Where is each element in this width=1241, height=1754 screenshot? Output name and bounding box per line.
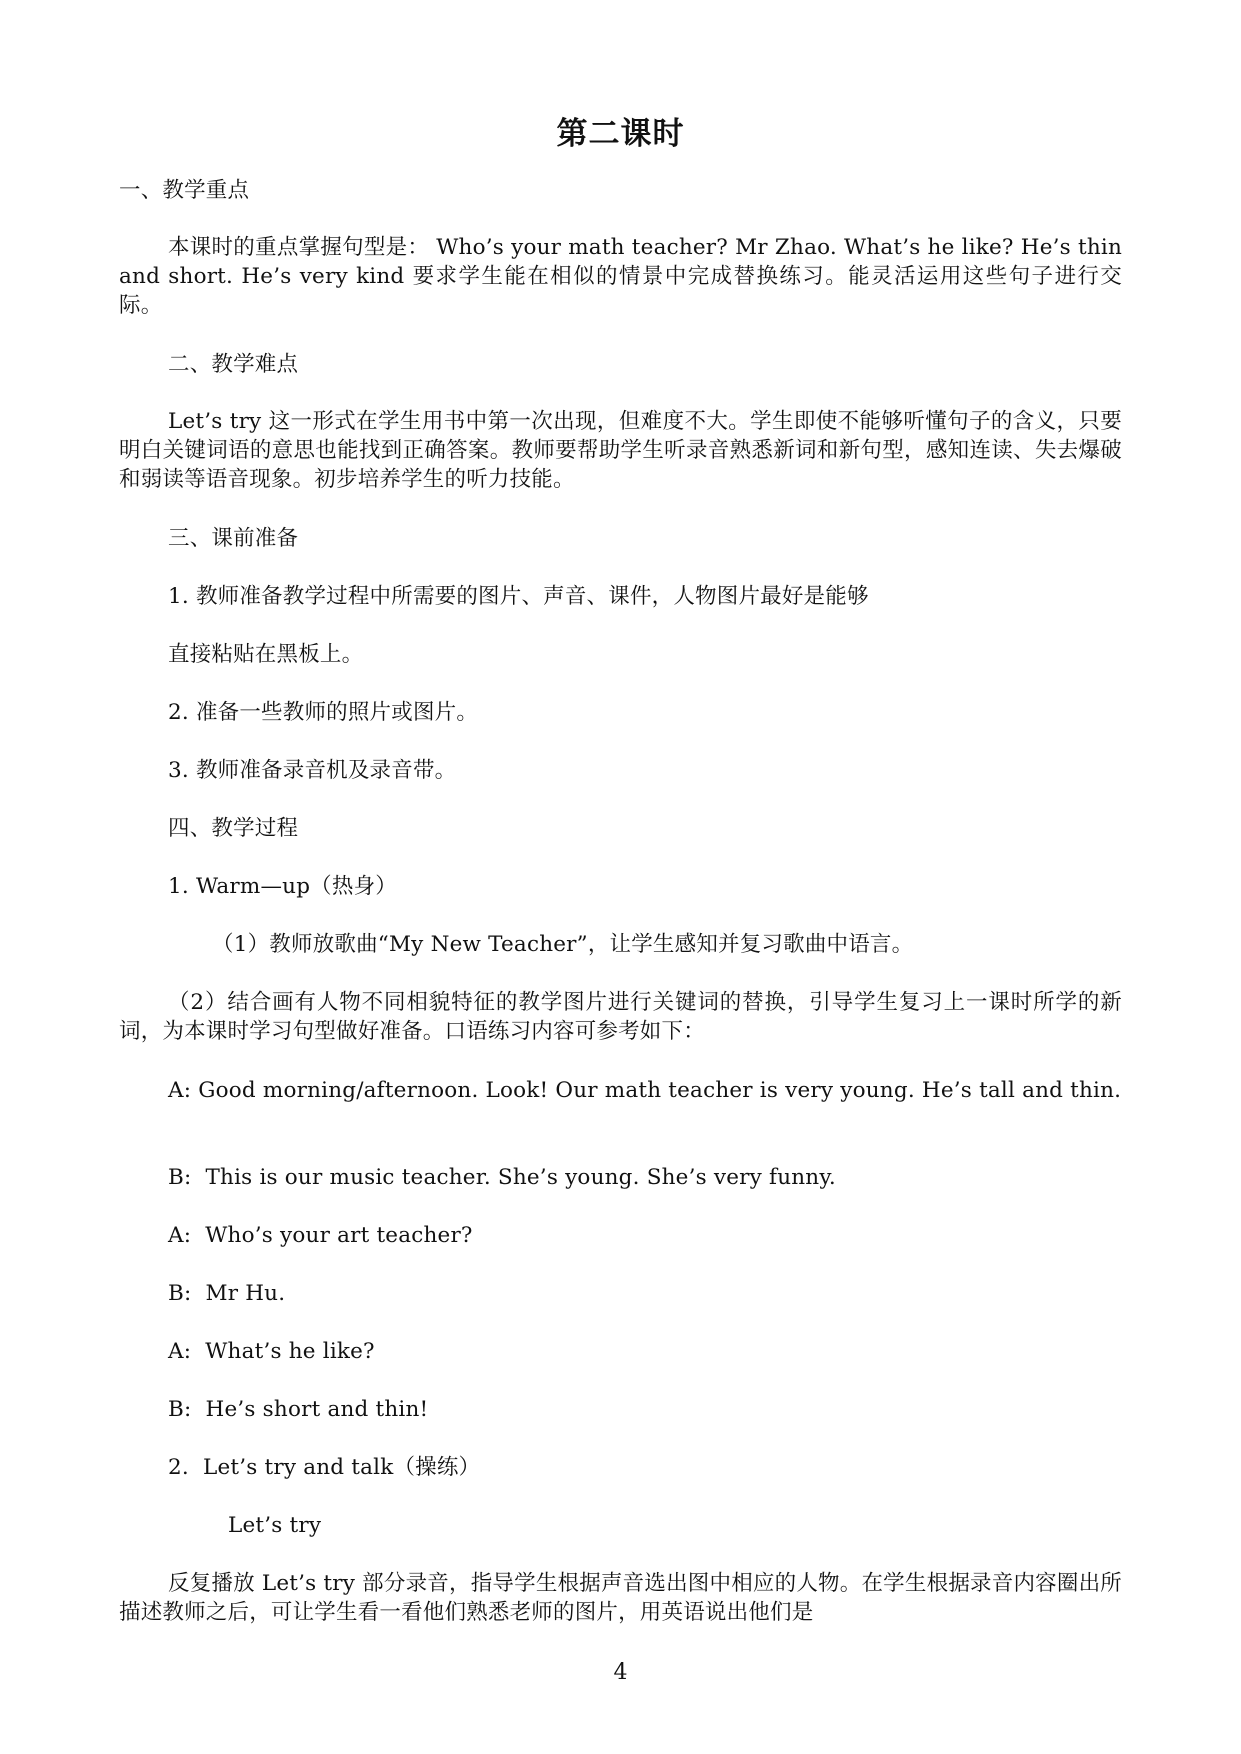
section-heading-key-points: 一、教学重点 [119, 178, 250, 203]
page-title: 第二课时 [556, 116, 685, 152]
key-points-paragraph: 本课时的重点掌握句型是： Who’s your math teacher? Mr Zhao. What’s he like? He’s thin and short. He’s very kind 要求学生能在相似的情景中完成替换练习。能灵活运用这些句子进行交际。 [119, 235, 1122, 318]
dialog-line: A: What’s he like? [168, 1339, 375, 1364]
dialog-line: A: Good morning/afternoon. Look! Our math teacher is very young. He’s tall and thin. [168, 1078, 1122, 1103]
dialog-line: B: He’s short and thin! [168, 1397, 429, 1422]
dialog-line: B: This is our music teacher. She’s young. She’s very funny. [168, 1165, 836, 1190]
page-number: 4 [613, 1660, 628, 1685]
process-step-2: 2. Let’s try and talk（操练） [168, 1455, 481, 1480]
preparation-item-1-continued: 直接粘贴在黑板上。 [168, 642, 364, 667]
preparation-item-3: 3. 教师准备录音机及录音带。 [168, 758, 457, 783]
process-step-1: 1. Warm—up（热身） [168, 874, 397, 899]
difficulties-paragraph: Let’s try 这一形式在学生用书中第一次出现，但难度不大。学生即使不能够听懂句子的含义，只要明白关键词语的意思也能找到正确答案。教师要帮助学生听录音熟悉新词和新句型，感知连读、失去爆破和弱读等语音现象。初步培养学生的听力技能。 [119, 409, 1122, 492]
dialog-line: A: Who’s your art teacher? [168, 1223, 473, 1248]
section-heading-difficulties: 二、教学难点 [168, 352, 299, 377]
preparation-item-1: 1. 教师准备教学过程中所需要的图片、声音、课件，人物图片最好是能够 [168, 584, 869, 609]
process-step-2-paragraph: 反复播放 Let’s try 部分录音，指导学生根据声音选出图中相应的人物。在学生根据录音内容圈出所描述教师之后，可让学生看一看他们熟悉老师的图片，用英语说出他们是 [119, 1571, 1122, 1625]
preparation-item-2: 2. 准备一些教师的照片或图片。 [168, 700, 479, 725]
dialog-line: B: Mr Hu. [168, 1281, 286, 1306]
section-heading-process: 四、教学过程 [168, 816, 299, 841]
section-heading-preparation: 三、课前准备 [168, 526, 299, 551]
process-step-1-2: （2）结合画有人物不同相貌特征的教学图片进行关键词的替换，引导学生复习上一课时所学的新词，为本课时学习句型做好准备。口语练习内容可参考如下： [119, 990, 1122, 1044]
process-step-1-1: （1）教师放歌曲“My New Teacher”，让学生感知并复习歌曲中语言。 [212, 932, 914, 957]
process-step-2-subheading: Let’s try [228, 1513, 322, 1538]
